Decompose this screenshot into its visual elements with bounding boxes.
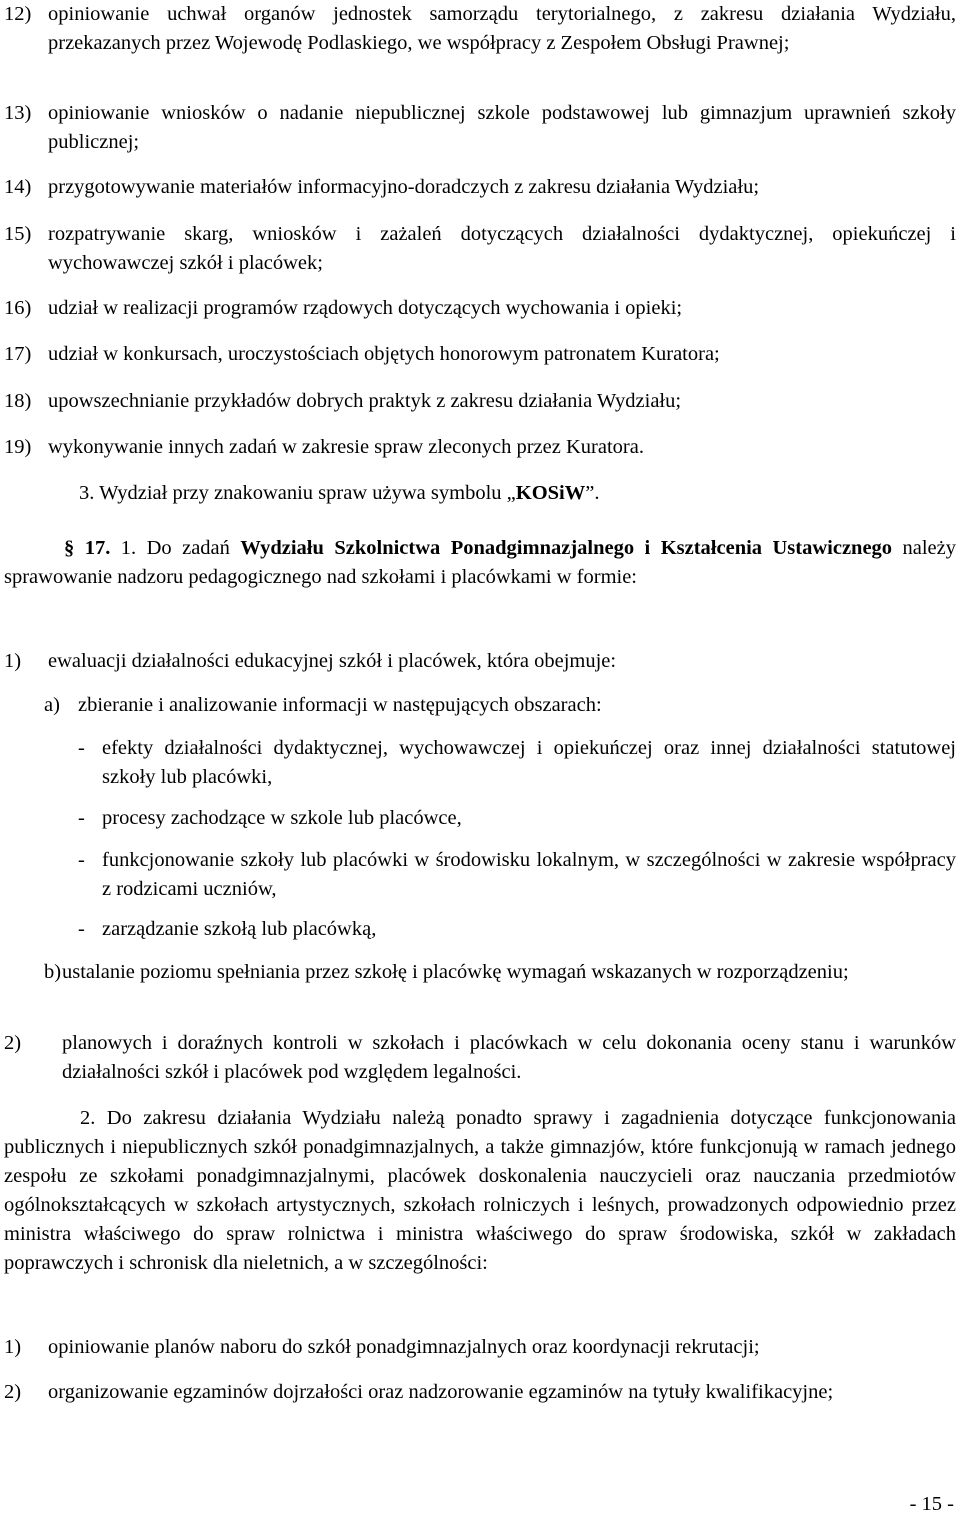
- list-item-text: udział w konkursach, uroczystościach objętych honorowym patronatem Kuratora;: [48, 343, 720, 365]
- list-item: [4, 173, 956, 202]
- sub-item-letter: b): [44, 961, 62, 983]
- list-item: [4, 647, 956, 676]
- page-number: - 15 -: [909, 1493, 954, 1515]
- section-rest: należy sprawowanie nadzoru pedagogicznego nad szkołami i placówkami w formie:: [4, 537, 957, 588]
- dash-item: [78, 804, 956, 833]
- list-item-number: 1): [4, 650, 22, 672]
- dash-mark: -: [78, 849, 85, 871]
- list-item: [4, 1029, 956, 1087]
- list-item-number: 16): [4, 297, 32, 319]
- point-3-end: ”.: [585, 482, 600, 504]
- list-item-number: 19): [4, 436, 32, 458]
- point-3: [79, 479, 956, 508]
- list-item-text: wykonywanie innych zadań w zakresie spraw zleconych przez Kuratora.: [48, 436, 644, 458]
- list-item-number: 15): [4, 223, 32, 245]
- list-item: [4, 433, 956, 462]
- list-item: [4, 340, 956, 369]
- list-item-text: upowszechnianie przykładów dobrych praktyk z zakresu działania Wydziału;: [48, 390, 682, 412]
- point-3-text: 3. Wydział przy znakowaniu spraw używa symbolu „: [79, 482, 516, 504]
- list-item: [4, 1378, 956, 1407]
- list-item-text: planowych i doraźnych kontroli w szkołach i placówkach w celu dokonania oceny stanu i warunków działalności szkół i placówek pod względem legalności.: [62, 1032, 956, 1083]
- list-item: [4, 294, 956, 323]
- list-item: [4, 220, 956, 278]
- list-item-text: udział w realizacji programów rządowych dotyczących wychowania i opieki;: [48, 297, 683, 319]
- list-item: [4, 387, 956, 416]
- section-intro: 1. Do zadań: [110, 537, 241, 559]
- list-item-number: 2): [4, 1381, 22, 1403]
- dash-text: procesy zachodzące w szkole lub placówce,: [102, 807, 462, 829]
- department-name: Wydziału Szkolnictwa Ponadgimnazjalnego i Kształcenia Ustawicznego: [240, 537, 893, 559]
- sub-item-a: [44, 691, 956, 720]
- list-item-number: 13): [4, 102, 32, 124]
- list-item-text: opiniowanie uchwał organów jednostek samorządu terytorialnego, z zakresu działania Wydziału, przekazanych przez Wojewodę Podlaskiego, we współpracy z Zespołem Obsługi Prawnej;: [48, 3, 956, 54]
- dash-mark: -: [78, 807, 85, 829]
- dash-item: [78, 915, 956, 944]
- dash-text: zarządzanie szkołą lub placówką,: [102, 918, 377, 940]
- list-item-number: 12): [4, 3, 32, 25]
- list-item-text: ewaluacji działalności edukacyjnej szkół i placówek, która obejmuje:: [48, 650, 617, 672]
- dash-item: [78, 734, 956, 792]
- list-item-text: opiniowanie wniosków o nadanie niepublicznej szkole podstawowej lub gimnazjum uprawnień szkoły publicznej;: [48, 102, 956, 153]
- dash-mark: -: [78, 737, 85, 759]
- sub-item-text: ustalanie poziomu spełniania przez szkołę i placówkę wymagań wskazanych w rozporządzeniu;: [62, 961, 849, 983]
- point-2-paragraph: 2. Do zakresu działania Wydziału należą ponadto sprawy i zagadnienia dotyczące funkcjonowania publicznych i niepublicznych szkół ponadgimnazjalnych, a także gimnazjów, które funkcjonują w ramach jednego zespołu ze szkołami ponadgimnazjalnymi, placówek doskonalenia nauczycieli oraz nauczania przedmiotów ogólnokształcących w szkołach artystycznych, szkołach rolniczych i leśnych, prowadzonych odpowiednio przez ministra właściwego do spraw rolnictwa i ministra właściwego do spraw środowiska, szkół w zakładach poprawczych i schronisk dla nieletnich, a w szczególności:: [4, 1107, 956, 1274]
- section-mark: § 17.: [64, 537, 111, 559]
- dash-mark: -: [78, 918, 85, 940]
- list-item-text: opiniowanie planów naboru do szkół ponadgimnazjalnych oraz koordynacji rekrutacji;: [48, 1336, 760, 1358]
- section-17-intro: [4, 534, 956, 592]
- sub-item-b: [44, 958, 956, 987]
- sub-item-letter: a): [44, 694, 60, 716]
- dash-text: funkcjonowanie szkoły lub placówki w środowisku lokalnym, w szczególności w zakresie współpracy z rodzicami uczniów,: [102, 849, 956, 900]
- list-item-number: 14): [4, 176, 32, 198]
- list-item-number: 17): [4, 343, 32, 365]
- list-item-text: rozpatrywanie skarg, wniosków i zażaleń dotyczących działalności dydaktycznej, opiekuńczej i wychowawczej szkół i placówek;: [48, 223, 956, 274]
- symbol-kosiw: KOSiW: [515, 482, 586, 504]
- list-item-number: 18): [4, 390, 32, 412]
- list-item: [4, 0, 956, 58]
- sub-item-text: zbieranie i analizowanie informacji w następujących obszarach:: [78, 694, 602, 716]
- list-item-number: 1): [4, 1336, 22, 1358]
- list-item-number: 2): [4, 1032, 22, 1054]
- list-item: [4, 99, 956, 157]
- list-item: [4, 1333, 956, 1362]
- dash-text: efekty działalności dydaktycznej, wychowawczej i opiekuńczej oraz innej działalności statutowej szkoły lub placówki,: [102, 737, 956, 788]
- dash-item: [78, 846, 956, 904]
- list-item-text: organizowanie egzaminów dojrzałości oraz nadzorowanie egzaminów na tytuły kwalifikacyjne;: [48, 1381, 834, 1403]
- list-item-text: przygotowywanie materiałów informacyjno-doradczych z zakresu działania Wydziału;: [48, 176, 760, 198]
